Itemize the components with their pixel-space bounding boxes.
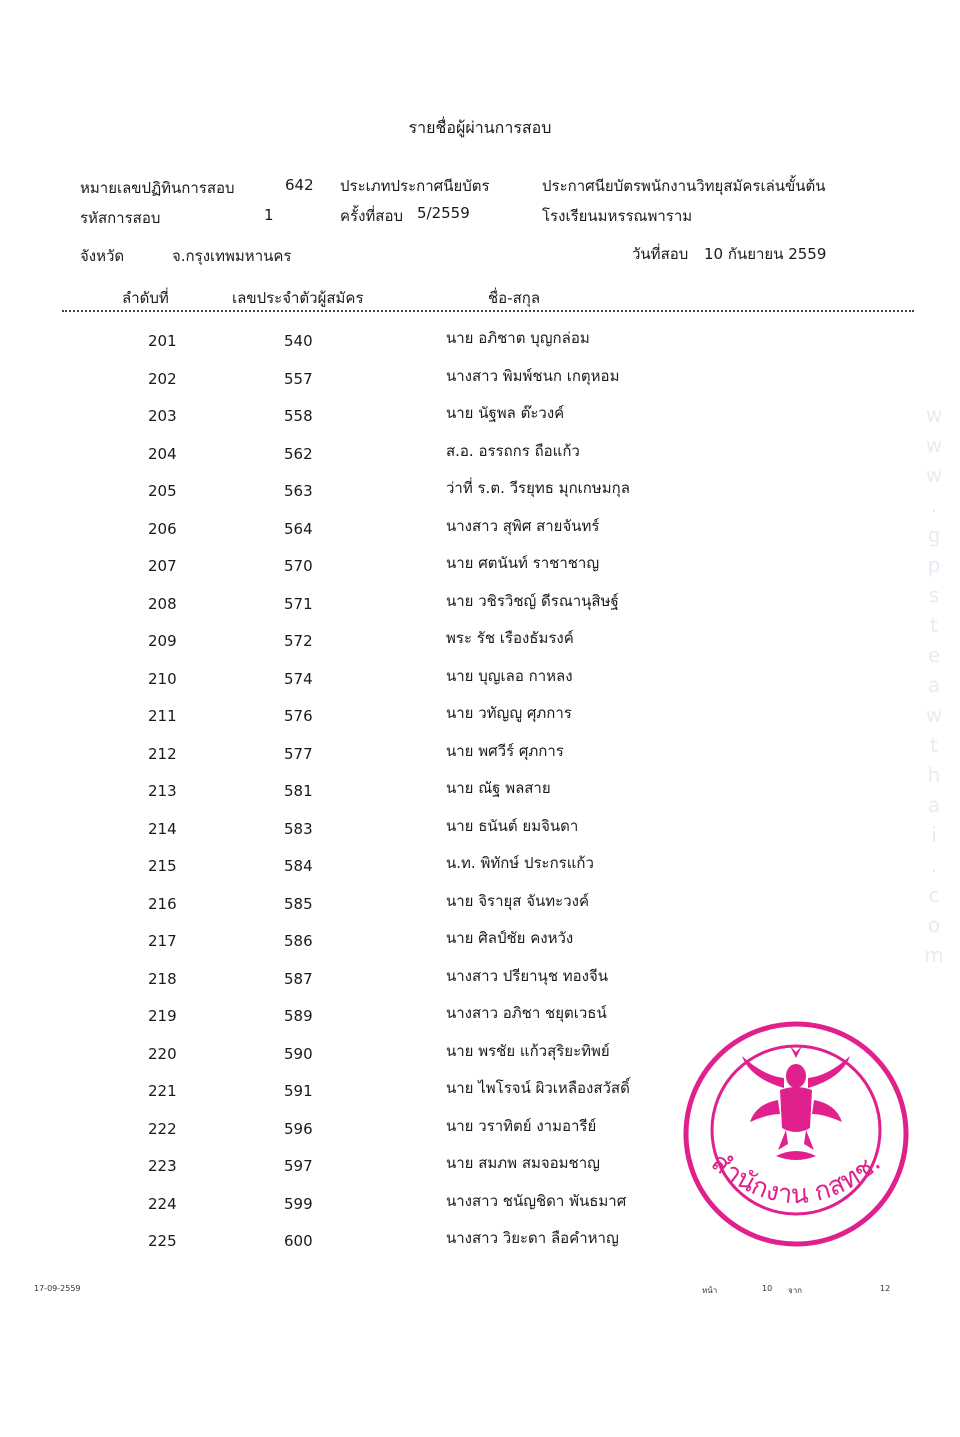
table-row xyxy=(0,776,960,814)
row-seq: 222 xyxy=(148,1119,177,1138)
row-name: ส.อ. อรรถกร ถือแก้ว xyxy=(446,441,580,460)
table-row xyxy=(0,364,960,402)
row-seq: 208 xyxy=(148,594,177,613)
row-seq: 214 xyxy=(148,819,177,838)
row-applicant-id: 583 xyxy=(284,819,313,838)
cert-type-value: ประกาศนียบัตรพนักงานวิทยุสมัครเล่นขั้นต้น xyxy=(542,177,826,195)
row-name: นาย ไพโรจน์ ผิวเหลืองสวัสดิ์ xyxy=(446,1079,630,1097)
row-seq: 216 xyxy=(148,894,177,913)
garuda-emblem-icon xyxy=(742,1046,850,1160)
row-seq: 219 xyxy=(148,1007,177,1025)
exam-date-value: 10 กันยายน 2559 xyxy=(704,245,827,263)
round-value: 5/2559 xyxy=(417,204,470,222)
row-name: นางสาว ปรียานุช ทองจีน xyxy=(446,966,609,985)
row-applicant-id: 597 xyxy=(284,1157,313,1175)
cert-type-label: ประเภทประกาศนียบัตร xyxy=(340,177,490,195)
of-label: จาก xyxy=(788,1286,803,1295)
row-name: นาย บุญเลอ กาหลง xyxy=(446,666,573,685)
row-applicant-id: 585 xyxy=(284,894,313,913)
table-row xyxy=(0,889,960,927)
row-seq: 207 xyxy=(148,557,177,575)
table-row xyxy=(0,739,960,777)
row-applicant-id: 599 xyxy=(284,1194,313,1213)
row-name: นางสาว อภิชา ชยุตเวธน์ xyxy=(446,1004,607,1022)
table-row xyxy=(0,626,960,664)
row-applicant-id: 576 xyxy=(284,707,313,725)
table-row xyxy=(0,589,960,627)
row-name: นาย จิรายุส จันทะวงค์ xyxy=(446,891,589,910)
office-seal-stamp xyxy=(680,1018,912,1250)
row-seq: 217 xyxy=(148,932,177,950)
row-name: นาย วทัญญู ศุภการ xyxy=(446,704,572,722)
column-header-seq: ลำดับที่ xyxy=(122,289,169,307)
row-seq: 209 xyxy=(148,632,177,650)
stamp-text: สำนักงาน กสทช. xyxy=(705,1147,887,1211)
total-pages: 12 xyxy=(880,1284,891,1293)
row-name: นาย ณัฐ พลสาย xyxy=(446,779,551,797)
table-row xyxy=(0,476,960,514)
exam-date-label: วันที่สอบ xyxy=(632,245,689,263)
row-seq: 215 xyxy=(148,857,177,875)
table-row xyxy=(0,814,960,852)
column-header-applicant-id: เลขประจำตัวผู้สมัคร xyxy=(232,289,364,307)
row-applicant-id: 600 xyxy=(284,1232,313,1250)
row-seq: 210 xyxy=(148,669,177,688)
page-number: 10 xyxy=(762,1284,773,1293)
row-applicant-id: 591 xyxy=(284,1082,313,1100)
print-date: 17-09-2559 xyxy=(34,1284,81,1293)
table-row xyxy=(0,439,960,477)
row-name: นาย นัฐพล ต๊ะวงค์ xyxy=(446,404,565,422)
row-seq: 220 xyxy=(148,1044,177,1063)
row-name: พระ รัช เรืองธัมรงค์ xyxy=(446,629,574,647)
row-seq: 223 xyxy=(148,1157,177,1175)
watermark-text: w w w . g p s t e a w t h a i . c o m xyxy=(924,403,944,967)
province-value: จ.กรุงเทพมหานคร xyxy=(172,247,292,265)
row-seq: 206 xyxy=(148,519,177,538)
row-applicant-id: 590 xyxy=(284,1044,313,1063)
row-name: นางสาว ชนัญชิดา พันธมาศ xyxy=(446,1191,627,1210)
row-name: นาย ธนันต์ ยมจินดา xyxy=(446,816,579,835)
column-header-name: ชื่อ-สกุล xyxy=(488,289,541,307)
row-seq: 205 xyxy=(148,482,177,500)
row-applicant-id: 577 xyxy=(284,744,313,763)
row-name: นาย ศิลป์ชัย คงหวัง xyxy=(446,929,574,947)
row-applicant-id: 562 xyxy=(284,444,313,463)
row-applicant-id: 557 xyxy=(284,369,313,388)
row-applicant-id: 584 xyxy=(284,857,313,875)
row-applicant-id: 563 xyxy=(284,482,313,500)
province-label: จังหวัด xyxy=(80,247,125,265)
venue: โรงเรียนมหรรณพาราม xyxy=(542,207,693,225)
row-seq: 221 xyxy=(148,1082,177,1100)
row-seq: 212 xyxy=(148,744,177,763)
row-name: นาย สมภพ สมจอมชาญ xyxy=(446,1154,600,1172)
table-row xyxy=(0,701,960,739)
exam-code-label: รหัสการสอบ xyxy=(80,209,161,227)
table-row xyxy=(0,964,960,1002)
row-name: น.ท. พิทักษ์ ประกรแก้ว xyxy=(446,854,594,872)
row-seq: 203 xyxy=(148,407,177,425)
table-row xyxy=(0,926,960,964)
row-name: ว่าที่ ร.ต. วีรยุทธ มุกเกษมกุล xyxy=(446,479,630,497)
row-applicant-id: 581 xyxy=(284,782,313,800)
row-applicant-id: 564 xyxy=(284,519,313,538)
round-label: ครั้งที่สอบ xyxy=(340,207,403,225)
row-seq: 225 xyxy=(148,1232,177,1250)
row-applicant-id: 571 xyxy=(284,594,313,613)
license-label: หมายเลขปฏิทินการสอบ xyxy=(80,179,235,197)
row-seq: 224 xyxy=(148,1194,177,1213)
row-name: นาย พรชัย แก้วสุริยะทิพย์ xyxy=(446,1041,610,1060)
row-name: นาย ศตนันท์ ราชาชาญ xyxy=(446,554,600,572)
page-title: รายชื่อผู้ผ่านการสอบ xyxy=(408,118,552,137)
row-applicant-id: 540 xyxy=(284,332,313,350)
row-name: นาย พศวีร์ ศุภการ xyxy=(446,741,564,760)
row-name: นางสาว วิยะดา ลือคำหาญ xyxy=(446,1229,619,1247)
row-seq: 201 xyxy=(148,332,177,350)
row-seq: 204 xyxy=(148,444,177,463)
row-applicant-id: 558 xyxy=(284,407,313,425)
row-seq: 213 xyxy=(148,782,177,800)
table-row xyxy=(0,664,960,702)
page-label: หน้า xyxy=(702,1286,718,1295)
row-name: นางสาว สุพิศ สายจันทร์ xyxy=(446,516,600,535)
header-divider xyxy=(62,310,914,312)
row-applicant-id: 586 xyxy=(284,932,313,950)
row-applicant-id: 570 xyxy=(284,557,313,575)
row-applicant-id: 572 xyxy=(284,632,313,650)
row-name: นาย อภิชาต บุญกล่อม xyxy=(446,329,590,347)
row-applicant-id: 587 xyxy=(284,969,313,988)
row-applicant-id: 589 xyxy=(284,1007,313,1025)
table-row xyxy=(0,551,960,589)
row-name: นางสาว พิมพ์ชนก เกตุหอม xyxy=(446,366,620,385)
row-applicant-id: 596 xyxy=(284,1119,313,1138)
table-row xyxy=(0,514,960,552)
row-name: นาย วชิรวิชญ์ ดีรณานุสิษฐ์ xyxy=(446,591,619,610)
exam-code-value: 1 xyxy=(264,206,274,224)
row-seq: 218 xyxy=(148,969,177,988)
license-value: 642 xyxy=(285,176,314,194)
table-row xyxy=(0,851,960,889)
row-applicant-id: 574 xyxy=(284,669,313,688)
table-row xyxy=(0,401,960,439)
row-seq: 211 xyxy=(148,707,177,725)
row-name: นาย วราทิตย์ งามอารีย์ xyxy=(446,1116,597,1135)
table-row xyxy=(0,326,960,364)
row-seq: 202 xyxy=(148,369,177,388)
